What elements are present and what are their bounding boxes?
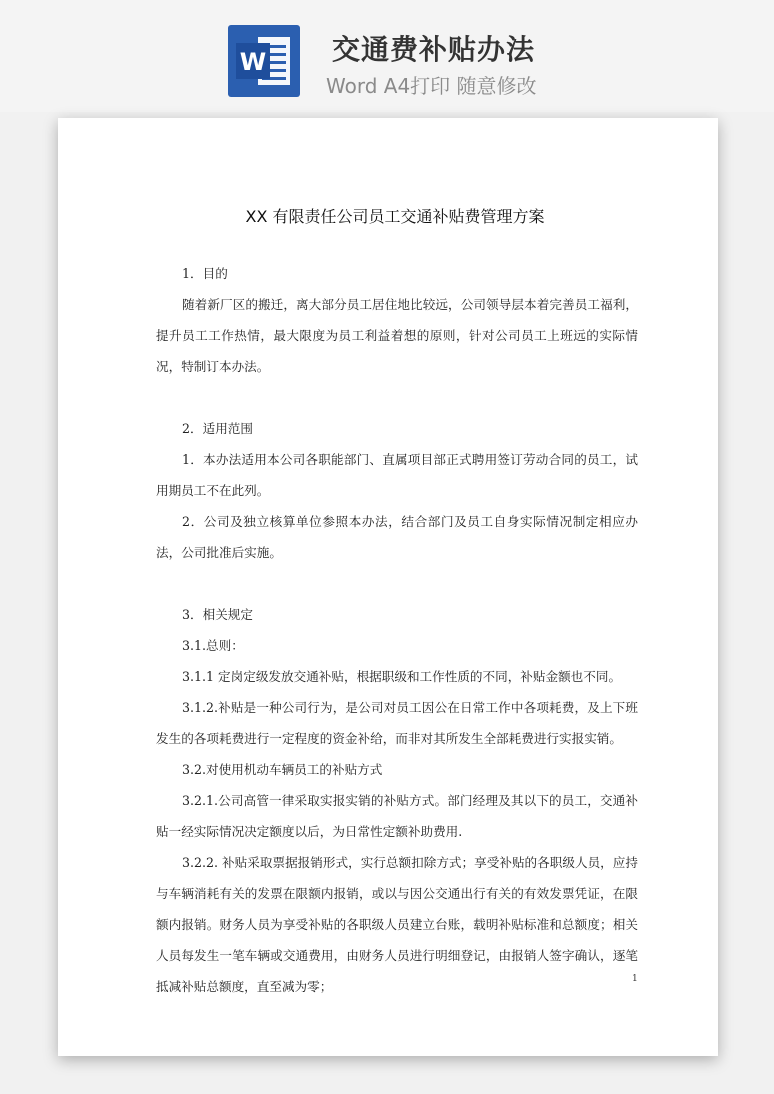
page-number: 1 <box>632 974 638 984</box>
paragraph: 1．本办法适用本公司各职能部门、直属项目部正式聘用签订劳动合同的员工，试用期员工不在此列。 <box>156 452 638 498</box>
paragraph: 2．公司及独立核算单位参照本办法，结合部门及员工自身实际情况制定相应办法，公司批准后实施。 <box>156 514 638 560</box>
paragraph: 随着新厂区的搬迁，离大部分员工居住地比较远，公司领导层本着完善员工福利，提升员工工作热情，最大限度为员工利益着想的原则，针对公司员工上班远的实际情况，特制订本办法。 <box>156 297 638 374</box>
banner-title: 交通费补贴办法 <box>332 33 536 66</box>
paragraph: 3.1.2.补贴是一种公司行为，是公司对员工因公在日常工作中各项耗费，及上下班发生的各项耗费进行一定程度的资金补给，而非对其所发生全部耗费进行实报实销。 <box>156 700 638 746</box>
paragraph: 3.2.2. 补贴采取票据报销形式，实行总额扣除方式；享受补贴的各职级人员，应持与车辆消耗有关的发票在限额内报销，或以与因公交通出行有关的有效发票凭证，在限额内报销。财务人员为享受补贴的各职级人员建立台账，载明补贴标准和总额度；相关人员每发生一笔车辆或交通费用，由财务人员进行明细登记，由报销人签字确认，逐笔抵减补贴总额度，直至减为零； <box>156 855 638 994</box>
banner-subtitle: Word A4打印 随意修改 <box>326 74 537 98</box>
banner <box>0 0 774 112</box>
document-body <box>156 258 638 1002</box>
document-page <box>58 118 718 1056</box>
paragraph: 3.1.1 定岗定级发放交通补贴，根据职级和工作性质的不同，补贴金额也不同。 <box>182 669 622 684</box>
paragraph: 3.2.对使用机动车辆员工的补贴方式 <box>182 762 383 777</box>
document-title: XX 有限责任公司员工交通补贴费管理方案 <box>245 207 545 226</box>
paragraph: 3.1.总则： <box>182 638 244 653</box>
section-heading-scope: 2．适用范围 <box>182 421 253 436</box>
section-heading-rules: 3．相关规定 <box>182 607 253 622</box>
section-heading-purpose: 1．目的 <box>182 266 228 281</box>
word-document-icon <box>228 25 300 97</box>
paragraph: 3.2.1.公司高管一律采取实报实销的补贴方式。部门经理及其以下的员工，交通补贴一经实际情况决定额度以后，为日常性定额补助费用. <box>156 793 638 839</box>
svg-text:W: W <box>239 48 267 76</box>
